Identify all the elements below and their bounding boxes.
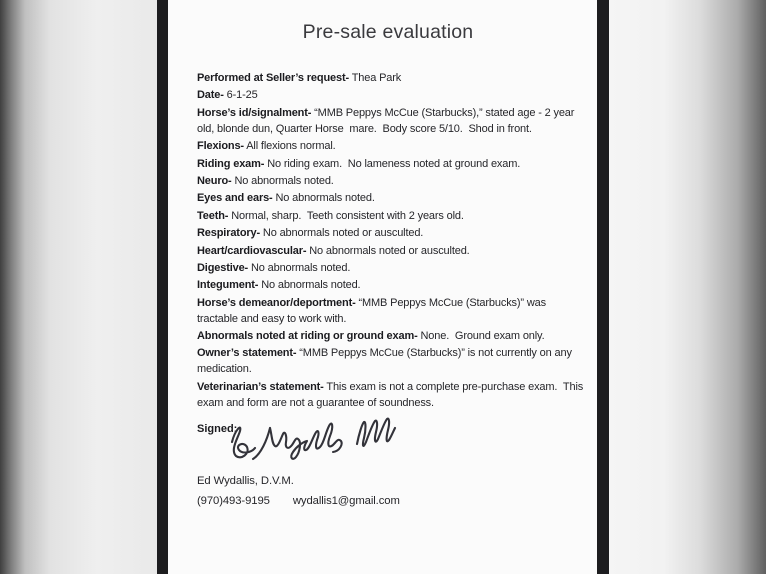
field-row	[197, 260, 585, 276]
signature-stroke-wydallis	[270, 424, 342, 459]
signature-stroke-ed	[232, 428, 255, 458]
field-row	[197, 190, 585, 206]
field-label: Date-	[197, 89, 224, 102]
field-label: Heart/cardiovascular-	[197, 244, 307, 257]
field-label: Veterinarian’s statement-	[197, 380, 324, 393]
field-value: Thea Park	[351, 72, 402, 84]
field-row	[197, 138, 585, 154]
fields-list	[197, 70, 585, 411]
field-label: Horse’s id/signalment-	[197, 106, 312, 119]
signed-label: Signed:	[197, 422, 238, 435]
field-value: This exam is not a complete pre-purchase exam. This exam and form are not a guarantee of soundness.	[197, 380, 587, 409]
contact-line	[197, 493, 585, 509]
field-label: Integument-	[197, 279, 259, 292]
field-row	[197, 379, 585, 411]
field-value: No abnormals noted or ausculted.	[309, 244, 470, 257]
document-page	[168, 0, 597, 574]
field-label: Neuro-	[197, 174, 232, 187]
contact-block	[197, 473, 585, 510]
field-value: No abnormals noted.	[275, 192, 375, 205]
field-row	[197, 345, 585, 377]
field-row	[197, 295, 585, 327]
field-row	[197, 70, 585, 86]
field-row	[197, 328, 585, 344]
field-label: Owner’s statement-	[197, 347, 297, 360]
vet-email: wydallis1@gmail.com	[292, 495, 400, 508]
field-value: “MMB Peppys McCue (Starbucks)” was tractable and easy to work with.	[197, 296, 549, 325]
field-value: “MMB Peppys McCue (Starbucks)” is not currently on any medication.	[197, 347, 575, 376]
field-value: No abnormals noted.	[234, 174, 334, 187]
blurred-backdrop-right	[609, 0, 766, 574]
field-label: Abnormals noted at riding or ground exam-	[197, 330, 418, 343]
field-value: No abnormals noted or ausculted.	[262, 227, 424, 240]
field-value: Normal, sharp. Teeth consistent with 2 years old.	[231, 209, 464, 222]
field-value: All flexions normal.	[246, 140, 336, 153]
photo-edge-right	[597, 0, 609, 574]
field-value: 6-1-25	[226, 89, 258, 102]
field-label: Respiratory-	[197, 227, 260, 240]
field-label: Eyes and ears-	[197, 192, 273, 205]
field-row	[197, 105, 585, 137]
signature-image	[225, 410, 400, 462]
document-title: Pre-sale evaluation	[302, 21, 474, 43]
field-row	[197, 208, 585, 224]
field-row	[197, 173, 585, 189]
field-row	[197, 87, 585, 103]
field-value: No riding exam. No lameness noted at ground exam.	[267, 157, 521, 170]
signature-stroke-dvm	[357, 419, 395, 446]
vet-phone: (970)493-9195	[197, 495, 270, 508]
photo-edge-left	[157, 0, 168, 574]
field-row	[197, 277, 585, 293]
field-value: No abnormals noted.	[250, 261, 351, 274]
field-label: Teeth-	[197, 209, 229, 222]
blurred-backdrop-left	[0, 0, 157, 574]
signature-stroke-w-sweep	[253, 428, 270, 459]
field-label: Performed at Seller’s request-	[197, 72, 350, 84]
field-row	[197, 156, 585, 172]
field-row	[197, 243, 585, 259]
field-value: None. Ground exam only.	[420, 330, 545, 343]
vet-name: Ed Wydallis, D.V.M.	[197, 474, 294, 487]
field-label: Horse’s demeanor/deportment-	[197, 296, 356, 309]
field-label: Digestive-	[197, 261, 249, 274]
field-row	[197, 225, 585, 241]
field-value: No abnormals noted.	[261, 279, 361, 292]
field-value: “MMB Peppys McCue (Starbucks),” stated age - 2 year old, blonde dun, Quarter Horse mare. Body score 5/10. Shod in front.	[197, 106, 578, 135]
field-label: Flexions-	[197, 140, 244, 153]
field-label: Riding exam-	[197, 157, 265, 170]
